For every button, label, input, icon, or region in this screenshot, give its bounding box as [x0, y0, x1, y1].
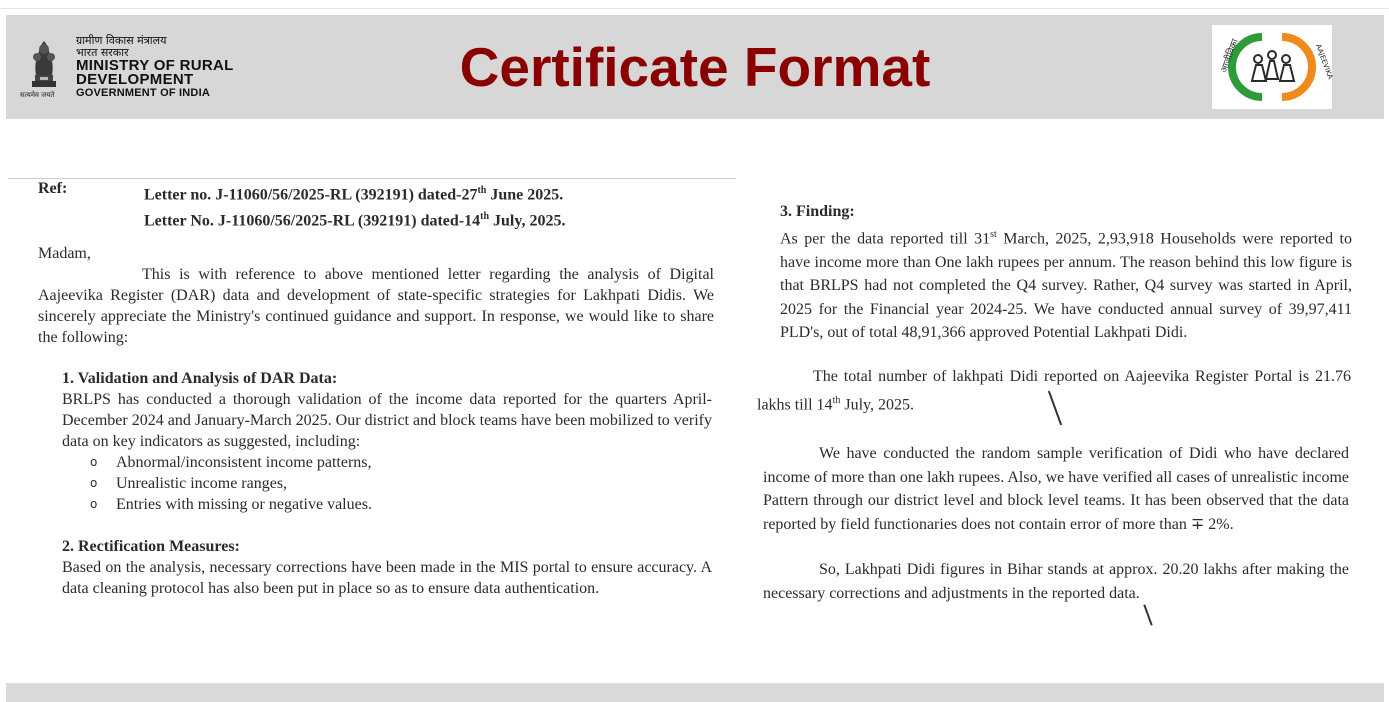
ministry-hindi-line2: भारत सरकार [76, 46, 129, 59]
section2-heading: 2. Rectification Measures: [62, 538, 240, 555]
ministry-line1: MINISTRY OF RURAL [76, 57, 234, 74]
pen-mark [1143, 604, 1152, 625]
finding-paragraph: As per the data reported till 31st March, 2025, 2,93,918 Households were reported to have income more than One lakh rupees per annum. The reason behind this low figure is that BRLPS had not completed the Q4 survey. Rather, Q4 survey was started in April, 2025 for the Financial year 2024-25. We have conducted annual survey of 39,97,411 PLD's, out of total 48,91,366 approved Potential Lakhpati Didi. [780, 229, 1352, 342]
ministry-hindi-line1: ग्रामीण विकास मंत्रालय [76, 34, 167, 47]
verification-paragraph: We have conducted the random sample verification of Didi who have declared income of more than one lakh rupees. Also, we have verified all cases of unrealistic income Pattern through our district level and block level teams. It has been observed that the data reported by field functionaries does not contain error of more than ∓ 2%. [763, 445, 1350, 533]
ref-line-2: Letter No. J-11060/56/2025-RL (392191) dated-14th July, 2025. [144, 211, 566, 230]
ministry-line3: GOVERNMENT OF INDIA [76, 87, 210, 99]
ref-lines [144, 180, 566, 233]
slide-footer [6, 683, 1384, 702]
slide-header [6, 15, 1384, 119]
indicator-list [90, 452, 372, 515]
list-item: o Unrealistic income ranges, [90, 473, 372, 494]
ministry-line2: DEVELOPMENT [76, 71, 194, 88]
top-divider [0, 8, 1389, 9]
left-panel-divider [8, 178, 736, 179]
list-item: o Entries with missing or negative values. [90, 494, 372, 515]
total-paragraph: The total number of lakhpati Didi reported on Aajeevika Register Portal is 21.76 lakhs till 14th July, 2025. [757, 368, 1351, 413]
ref-label: Ref: [38, 180, 68, 197]
intro-paragraph: This is with reference to above mentioned letter regarding the analysis of Digital Aajeevika Register (DAR) data and development of state-specific strategies for Lakhpati Didis. We sincerely appreciate the Ministry's continued guidance and support. In response, we would like to share the following: [38, 266, 714, 346]
conclusion-paragraph: So, Lakhpati Didi figures in Bihar stands at approx. 20.20 lakhs after making the necessary corrections and adjustments in the reported data. [763, 561, 1349, 602]
page-title: Certificate Format [459, 36, 931, 98]
logo-text-english: AAJEEVIKA [1314, 42, 1335, 81]
aajeevika-logo [1212, 25, 1335, 109]
section2-body: Based on the analysis, necessary corrections have been made in the MIS portal to ensure accuracy. A data cleaning protocol has also been put in place so as to ensure data authentication. [62, 559, 712, 597]
finding-heading: 3. Finding: [780, 203, 855, 220]
logo-text-hindi: आजीविका [1219, 37, 1241, 75]
section1-heading: 1. Validation and Analysis of DAR Data: [62, 370, 338, 387]
emblem-motto: सत्यमेव जयते [20, 91, 55, 99]
section1-body: BRLPS has conducted a thorough validation of the income data reported for the quarters April-December 2024 and January-March 2025. Our district and block teams have been mobilized to verify data on key indicators as suggested, including: [62, 391, 713, 450]
ref-line-1: Letter no. J-11060/56/2025-RL (392191) dated-27th June 2025. [144, 185, 564, 204]
list-item: o Abnormal/inconsistent income patterns, [90, 452, 372, 473]
salutation: Madam, [38, 245, 91, 262]
